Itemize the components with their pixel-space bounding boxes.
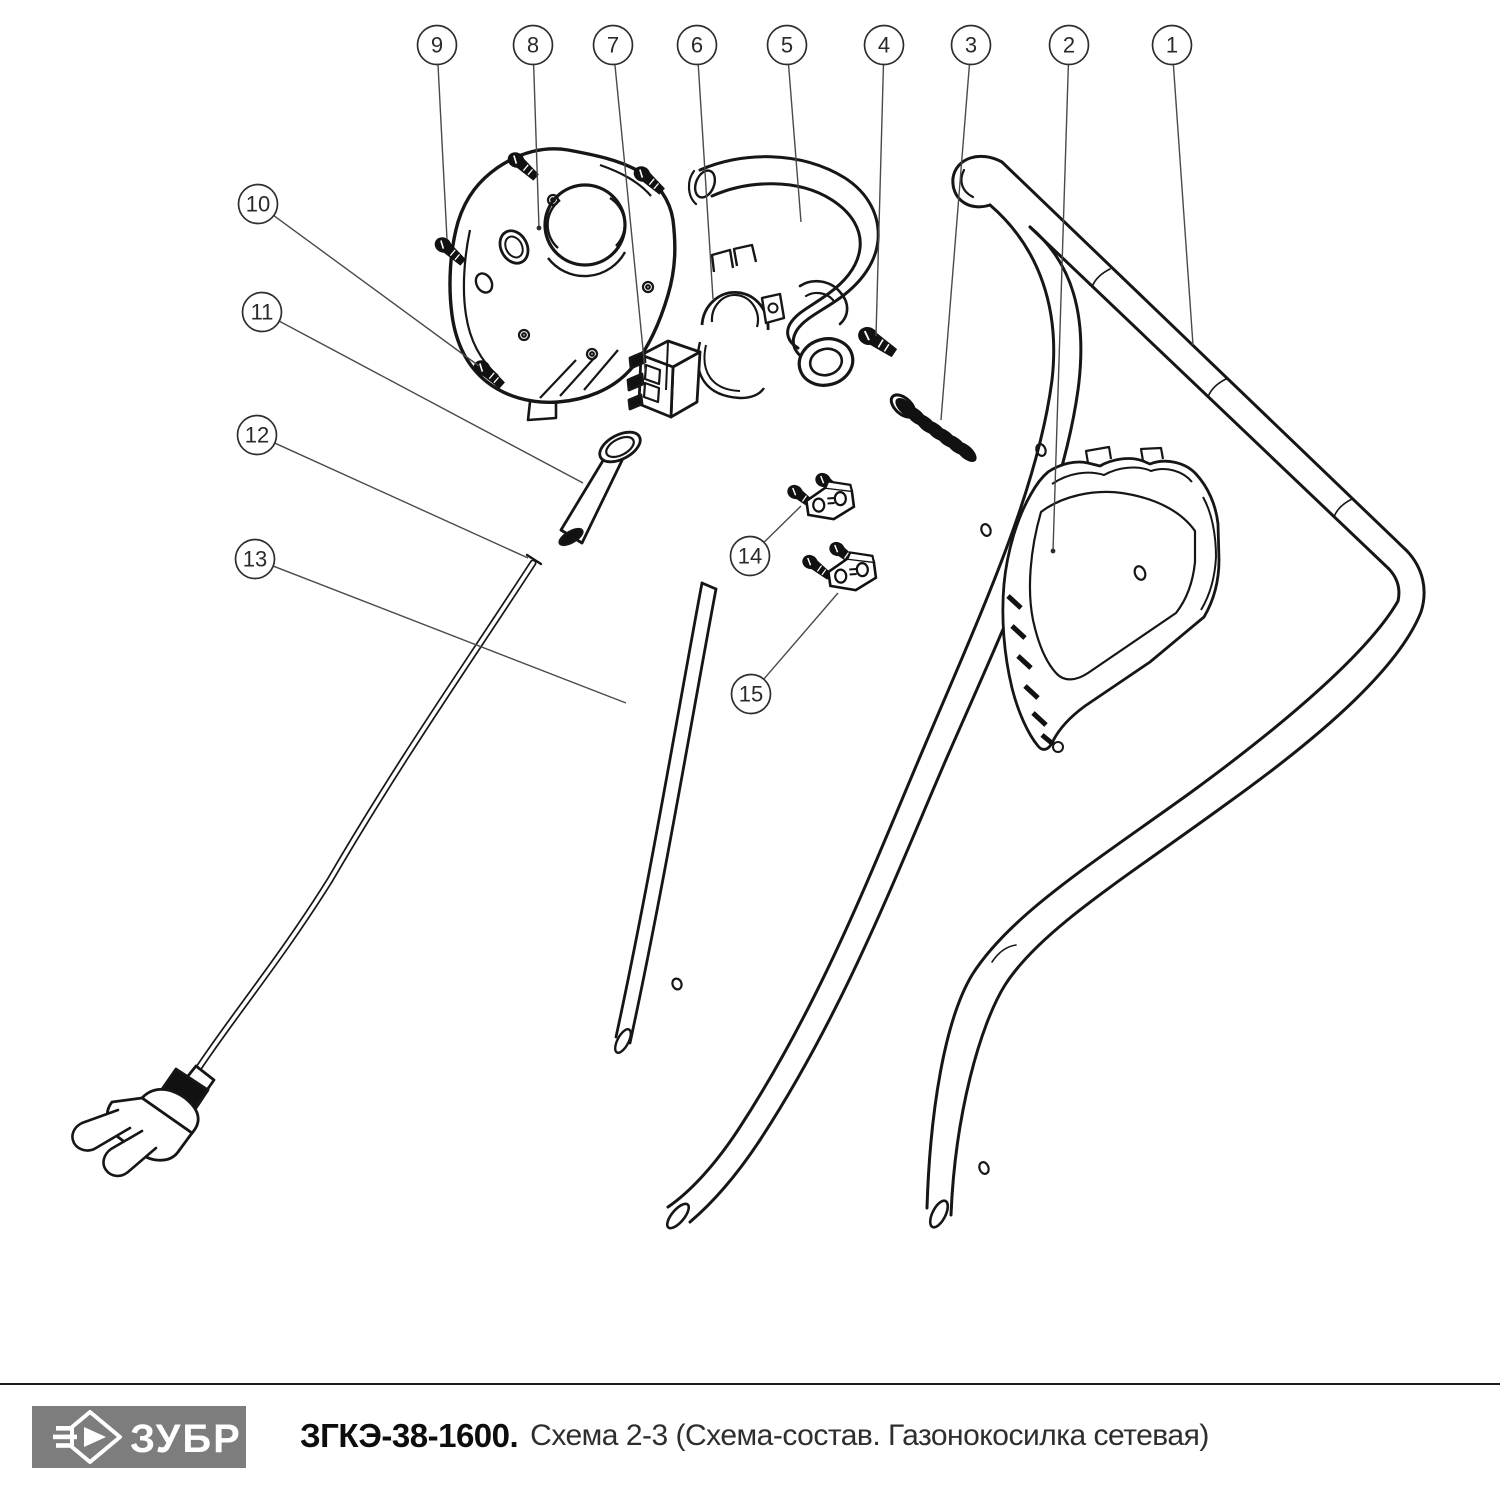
callout-number-12: 12: [244, 422, 270, 448]
leader-line-1: [1173, 64, 1193, 345]
callout-number-14: 14: [737, 543, 763, 569]
callout-number-8: 8: [526, 32, 540, 58]
callout-9: [418, 26, 457, 240]
callout-number-5: 5: [780, 32, 794, 58]
leader-line-6: [698, 64, 713, 299]
leader-line-12: [275, 443, 528, 558]
callout-12: [238, 416, 529, 559]
leader-line-10: [274, 216, 479, 366]
callout-number-15: 15: [738, 681, 764, 707]
callout-14: [731, 506, 802, 576]
leader-line-9: [438, 64, 447, 239]
callout-6: [678, 26, 717, 300]
bail-lever: [689, 157, 878, 392]
leader-line-5: [789, 64, 801, 222]
leader-line-14: [764, 506, 801, 542]
leader-line-15: [764, 593, 838, 679]
callout-number-13: 13: [242, 546, 268, 572]
diagram-title: [300, 1386, 1209, 1486]
callout-number-10: 10: [245, 191, 271, 217]
leader-dot-8: [537, 226, 542, 231]
sleeve: [557, 426, 645, 548]
leader-line-13: [273, 566, 626, 703]
callout-3: [941, 26, 991, 421]
leader-dot-2: [1051, 549, 1056, 554]
callout-5: [768, 26, 807, 223]
callout-1: [1153, 26, 1194, 346]
callout-15: [732, 593, 839, 714]
clip-15: [827, 551, 877, 592]
callout-10: [239, 185, 480, 367]
diagram-subtitle: Схема 2-3 (Схема-состав. Газонокосилка сетевая): [530, 1419, 1209, 1452]
footer-divider: [0, 1383, 1500, 1385]
callout-4: [865, 26, 904, 337]
brand-logo: [32, 1406, 246, 1468]
model-number: ЗГКЭ-38-1600.: [300, 1417, 519, 1454]
callout-number-1: 1: [1165, 32, 1179, 58]
side-cover-panel: [1003, 447, 1219, 752]
callout-13: [236, 540, 627, 704]
footer: [0, 1386, 1500, 1500]
leader-line-4: [876, 64, 883, 336]
clip-14: [805, 480, 855, 521]
callout-number-4: 4: [877, 32, 891, 58]
plug: [72, 1066, 214, 1176]
callout-number-3: 3: [964, 32, 978, 58]
callout-number-2: 2: [1062, 32, 1076, 58]
power-cable: [72, 555, 541, 1176]
callout-number-6: 6: [690, 32, 704, 58]
callout-number-9: 9: [430, 32, 444, 58]
callout-number-11: 11: [250, 299, 274, 325]
brand-name: ЗУБР: [130, 1417, 242, 1461]
leader-line-3: [941, 64, 969, 420]
lower-tube: [612, 583, 716, 1055]
spring: [887, 391, 980, 466]
cable-clips: [805, 480, 877, 592]
screw-4: [855, 324, 901, 358]
callout-number-7: 7: [606, 32, 620, 58]
